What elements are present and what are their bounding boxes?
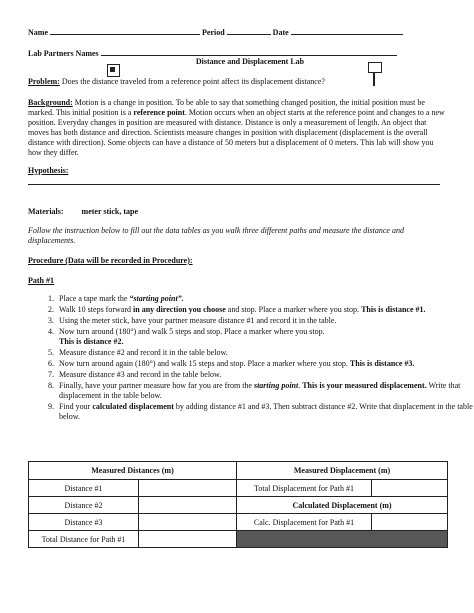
row-label: Calc. Displacement for Path #1 xyxy=(237,514,372,531)
procedure-steps xyxy=(30,294,474,423)
table-header-row xyxy=(29,462,448,480)
value-cell[interactable] xyxy=(139,514,237,531)
step-5 xyxy=(56,348,474,358)
step-8-text-e: Write that displacement in the table below. xyxy=(59,381,461,400)
step-8 xyxy=(56,381,474,401)
step-3-text: Using the meter stick, have your partner measure distance #1 and record it in the table. xyxy=(59,316,337,325)
row-label: Total Distance for Path #1 xyxy=(29,531,139,548)
step-6-text: Now turn around again (180°) and walk 15 steps and stop. Place a marker where you stop. xyxy=(59,359,348,368)
starting-marker-icon xyxy=(107,64,120,77)
step-2-distance: This is distance #1. xyxy=(361,305,426,314)
table-row xyxy=(29,514,448,531)
header-measured-displacement: Measured Displacement (m) xyxy=(237,462,448,480)
step-9-text-c: by adding distance #1 and #3. Then subtract distance #2. Write that displacement in the table below. xyxy=(59,402,473,421)
background-bold-term: reference point xyxy=(133,108,185,117)
step-4 xyxy=(56,327,474,347)
data-table xyxy=(28,461,448,548)
step-8-bold: This is your measured displacement. xyxy=(302,381,427,390)
table-row xyxy=(29,497,448,514)
step-2-text-a: Walk 10 steps forward xyxy=(59,305,132,314)
page-title: Distance and Displacement Lab xyxy=(195,57,305,66)
path-heading: Path #1 xyxy=(28,276,54,285)
step-8-emphasis: starting point xyxy=(253,381,299,390)
step-1-text: Place a tape mark the xyxy=(59,294,128,303)
value-cell[interactable] xyxy=(139,480,237,497)
table-row xyxy=(29,531,448,548)
table-row xyxy=(29,480,448,497)
row-label: Distance #3 xyxy=(29,514,139,531)
step-1 xyxy=(56,294,474,304)
step-6 xyxy=(56,359,474,369)
problem-text: Does the distance traveled from a reference point affect its displacement distance? xyxy=(61,77,325,86)
problem-label: Problem: xyxy=(28,77,60,86)
value-cell[interactable] xyxy=(139,497,237,514)
materials-label: Materials: xyxy=(28,207,64,216)
step-4-distance: This is distance #2. xyxy=(59,337,124,346)
materials-value: meter stick, tape xyxy=(81,207,139,216)
value-cell[interactable] xyxy=(372,514,448,531)
date-field[interactable] xyxy=(291,26,403,35)
shaded-cell xyxy=(237,531,448,548)
step-9 xyxy=(56,402,474,422)
step-4-text: Now turn around (180°) and walk 5 steps and stop. Place a marker where you stop. xyxy=(59,327,325,336)
step-9-text-a: Find your xyxy=(59,402,91,411)
instruction-text: Follow the instruction below to fill out the data tables as you walk three different paths and measure the distance and displacements. xyxy=(28,226,404,245)
name-line xyxy=(28,26,448,38)
materials-row xyxy=(28,207,328,217)
step-7 xyxy=(56,370,474,380)
partners-label: Lab Partners Names xyxy=(28,49,99,58)
hypothesis-line[interactable] xyxy=(28,184,440,185)
partners-field[interactable] xyxy=(101,47,397,56)
period-label: Period xyxy=(202,28,225,37)
name-label: Name xyxy=(28,28,48,37)
step-6-distance: This is distance #3. xyxy=(349,359,415,368)
background-text-1: Motion is a change in position. To be able to say that something changed position, the initial position must be marked. This initial position is a xyxy=(28,98,425,117)
hypothesis-label: Hypothesis: xyxy=(28,166,69,175)
step-5-text: Measure distance #2 and record it in the table below. xyxy=(59,348,228,357)
step-9-emphasis: calculated displacement xyxy=(92,402,174,411)
step-2-text-c: and stop. Place a marker where you stop. xyxy=(227,305,360,314)
name-field[interactable] xyxy=(50,26,200,35)
value-cell[interactable] xyxy=(372,480,448,497)
problem xyxy=(28,77,448,87)
step-2 xyxy=(56,305,474,315)
background-label: Background: xyxy=(28,98,73,107)
background-paragraph xyxy=(28,98,448,158)
row-label: Distance #2 xyxy=(29,497,139,514)
step-3 xyxy=(56,316,474,326)
step-8-period: . xyxy=(298,381,301,390)
period-field[interactable] xyxy=(227,26,271,35)
step-2-emphasis: in any direction you choose xyxy=(133,305,226,314)
step-8-text-a: Finally, have your partner measure how far you are from the xyxy=(59,381,252,390)
step-1-emphasis: “starting point”. xyxy=(129,294,184,303)
header-measured-distances: Measured Distances (m) xyxy=(29,462,237,480)
row-label: Distance #1 xyxy=(29,480,139,497)
row-label: Total Displacement for Path #1 xyxy=(237,480,372,497)
date-label: Date xyxy=(272,28,289,37)
background-text-2: . Motion occurs when an object starts at the reference point and changes to a new position. Everyday changes in position are measured with distance. Distance is only a measurement of length. An object that moves has both distance and direction. Scientists measure changes in position with displacement (displacement is the overall distance with direction). Some objects can have a distance of 50 meters but a displacement of 0 meters. This lab will show you how they differ. xyxy=(28,108,445,157)
value-cell[interactable] xyxy=(139,531,237,548)
procedure-heading: Procedure (Data will be recorded in Procedure): xyxy=(28,256,193,265)
calculated-displacement-header: Calculated Displacement (m) xyxy=(237,497,448,514)
step-7-text: Measure distance #3 and record in the table below. xyxy=(59,370,222,379)
